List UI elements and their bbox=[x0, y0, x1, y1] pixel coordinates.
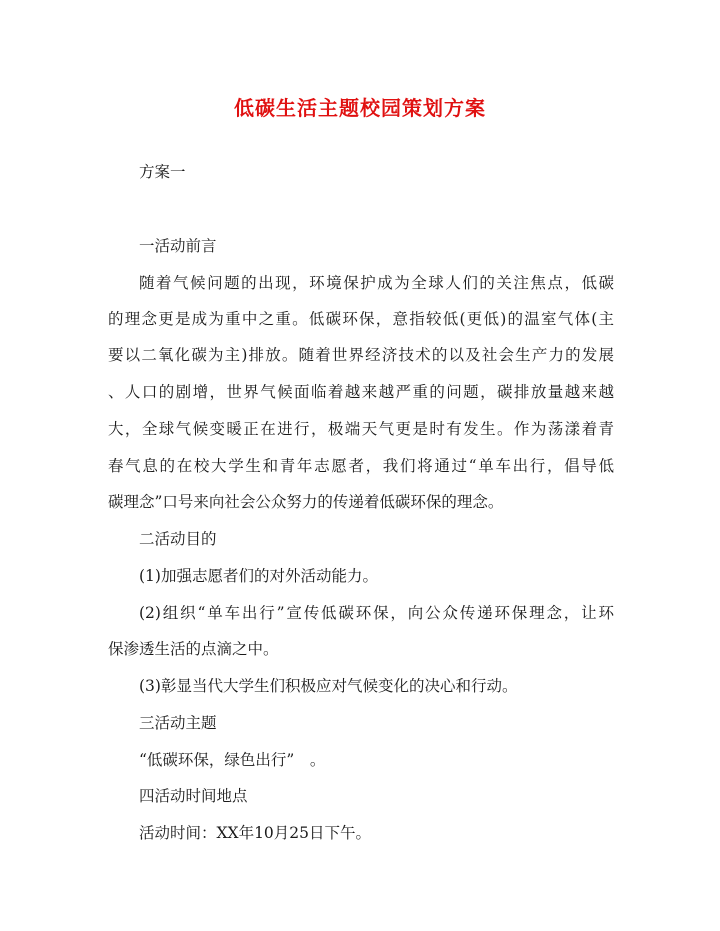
plan-label: 方案一 bbox=[139, 163, 186, 181]
document-title: 低碳生活主题校园策划方案 bbox=[234, 96, 486, 120]
preface-line: 大，全球气候变暖正在进行，极端天气更是时有发生。作为荡漾着青 bbox=[108, 420, 614, 438]
section-heading-theme: 三活动主题 bbox=[139, 714, 217, 732]
preface-line: 随着气候问题的出现，环境保护成为全球人们的关注焦点，低碳 bbox=[139, 274, 614, 292]
preface-line: 春气息的在校大学生和青年志愿者，我们将通过“单车出行，倡导低 bbox=[108, 457, 614, 475]
section-heading-preface: 一活动前言 bbox=[139, 237, 217, 255]
section-heading-purpose: 二活动目的 bbox=[139, 530, 217, 548]
section-heading-time-place: 四活动时间地点 bbox=[139, 787, 248, 805]
preface-line: 的理念更是成为重中之重。低碳环保，意指较低(更低)的温室气体(主 bbox=[108, 310, 614, 328]
purpose-item-2-line: 保渗透生活的点滴之中。 bbox=[108, 640, 279, 658]
activity-time: 活动时间：XX年10月25日下午。 bbox=[139, 824, 372, 842]
preface-line: 碳理念”口号来向社会公众努力的传递着低碳环保的理念。 bbox=[108, 493, 504, 511]
purpose-item-2-line: (2)组织“单车出行”宣传低碳环保，向公众传递环保理念，让环 bbox=[139, 604, 614, 622]
purpose-item-3: (3)彰显当代大学生们积极应对气候变化的决心和行动。 bbox=[139, 677, 518, 695]
purpose-item-1: (1)加强志愿者们的对外活动能力。 bbox=[139, 567, 378, 585]
preface-line: 、人口的剧增，世界气候面临着越来越严重的问题，碳排放量越来越 bbox=[108, 383, 614, 401]
preface-line: 要以二氧化碳为主)排放。随着世界经济技术的以及社会生产力的发展 bbox=[108, 346, 614, 364]
activity-theme: “低碳环保，绿色出行” 。 bbox=[139, 751, 326, 769]
